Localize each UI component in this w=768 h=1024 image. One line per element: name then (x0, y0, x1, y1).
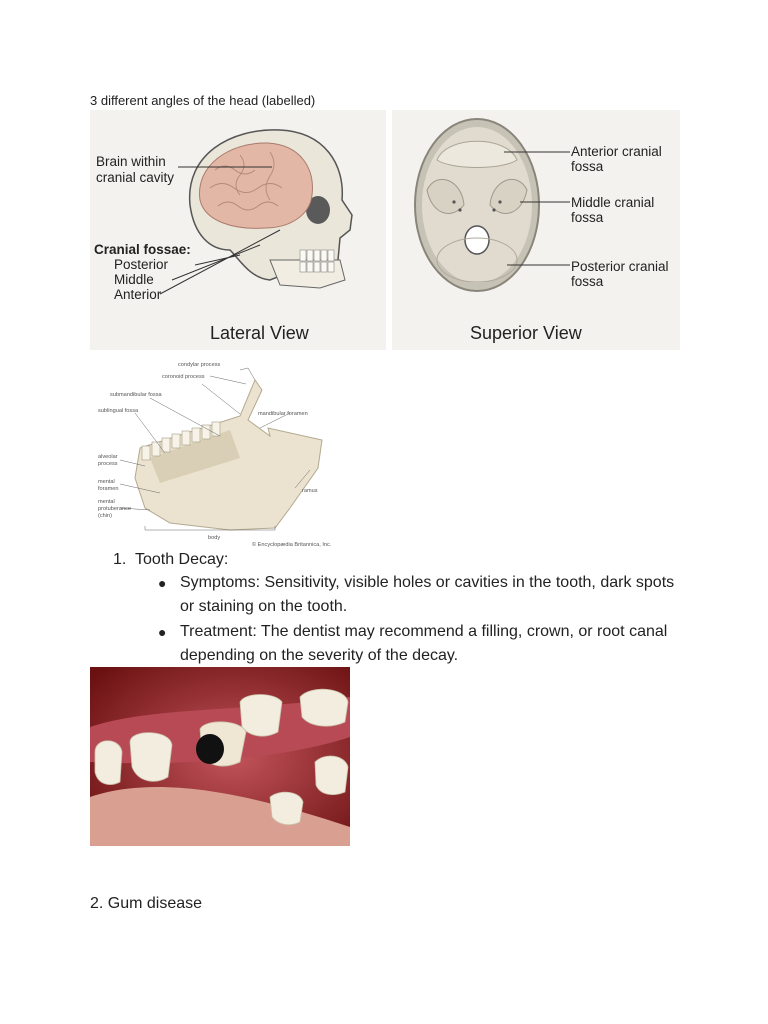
label-anterior: Anterior (114, 287, 162, 302)
list-title: Tooth Decay: (134, 551, 229, 568)
label-alveolar-1: alveolar (98, 454, 118, 460)
cavity (196, 734, 224, 764)
label-posterior: Posterior (114, 257, 169, 272)
label-fossae-heading: Cranial fossae: (94, 242, 191, 257)
label-middle-fossa-1: Middle cranial (571, 195, 655, 210)
teeth (300, 250, 334, 272)
label-body: body (208, 535, 221, 541)
credit-text: © Encyclopædia Britannica, Inc. (252, 542, 332, 548)
foramen-magnum (465, 226, 489, 254)
label-mental-prot-2: protuberance (98, 506, 131, 512)
label-mental-prot-3: (chin) (98, 513, 112, 519)
label-brain-2: cranial cavity (96, 170, 175, 185)
section-gum-disease: 2. Gum disease (90, 895, 203, 912)
bullet-dot: ● (158, 575, 167, 591)
label-anterior-fossa-1: Anterior cranial (571, 144, 662, 159)
label-anterior-fossa-2: fossa (571, 159, 604, 174)
bullet-dot: ● (158, 624, 167, 640)
superior-view-figure (392, 110, 680, 350)
superior-view-title: Superior View (470, 323, 582, 343)
label-coronoid: coronoid process (162, 374, 205, 380)
label-mental-foramen-1: mental (98, 479, 115, 485)
label-middle: Middle (114, 272, 154, 287)
label-mental-prot-1: mental (98, 499, 115, 505)
label-submandibular: submandibular fossa (110, 392, 162, 398)
label-posterior-fossa-1: Posterior cranial (571, 259, 669, 274)
bullet-text: Symptoms: Sensitivity, visible holes or cavities in the tooth, dark spots or staining on the tooth. (180, 574, 675, 615)
intro-text: 3 different angles of the head (labelled) (90, 93, 316, 108)
label-middle-fossa-2: fossa (571, 210, 604, 225)
label-brain-1: Brain within (96, 154, 166, 169)
label-alveolar-2: process (98, 461, 118, 467)
bullet-symptoms (158, 571, 678, 619)
bullet-text: Treatment: The dentist may recommend a filling, crown, or root canal depending on the severity of the decay. (180, 623, 668, 664)
mandible-figure (90, 358, 335, 548)
lateral-view-title: Lateral View (210, 323, 309, 343)
label-sublingual: sublingual fossa (98, 408, 139, 414)
tooth-decay-photo (90, 667, 350, 846)
list-item-tooth-decay (113, 548, 228, 572)
label-ramus: ramus (302, 488, 318, 494)
label-posterior-fossa-2: fossa (571, 274, 604, 289)
label-mental-foramen-2: foramen (98, 486, 119, 492)
list-number: 1. (113, 551, 127, 568)
lateral-view-figure (90, 110, 386, 350)
label-mandibular-foramen: mandibular foramen (258, 411, 308, 417)
label-condylar: condylar process (178, 362, 221, 368)
bullet-treatment (158, 620, 678, 668)
